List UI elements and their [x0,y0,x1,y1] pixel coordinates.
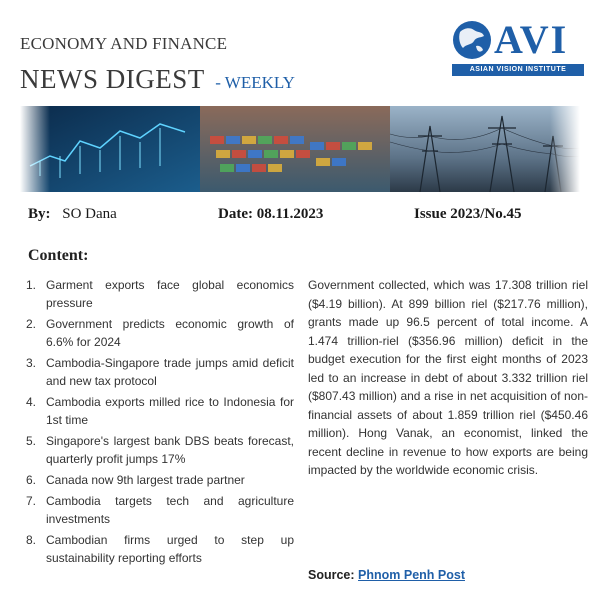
by-label: By: [28,206,51,222]
page-subtitle: - WEEKLY [215,73,295,92]
issue-number: Issue 2023/No.45 [414,206,522,222]
source-label: Source: [308,568,355,582]
logo-text: AVI [494,17,569,62]
page-title: NEWS DIGEST [20,64,205,94]
list-item: 2. Government predicts economic growth of 6.6% for 2024 [26,317,294,349]
list-item: 5. Singapore's largest bank DBS beats forecast, quarterly profit jumps 17% [26,434,294,466]
banner-image [20,106,580,192]
title-row [20,64,295,95]
globe-icon [452,18,492,62]
author-line [28,206,117,223]
logo-tagline: ASIAN VISION INSTITUTE [452,64,584,76]
pre-title: ECONOMY AND FINANCE [20,34,228,53]
list-item: 4. Cambodia exports milled rice to Indonesia for 1st time [26,395,294,427]
author-name: SO Dana [62,206,117,222]
header-banner [20,106,580,192]
contents-list [26,276,294,570]
source-link[interactable]: Phnom Penh Post [358,568,465,582]
list-item: 7. Cambodia targets tech and agriculture investments [26,494,294,526]
date: Date: 08.11.2023 [218,206,324,222]
list-item: 6. Canada now 9th largest trade partner [26,473,245,487]
list-item: 8. Cambodian firms urged to step up sustainability reporting efforts [26,533,294,565]
list-item: 3. Cambodia-Singapore trade jumps amid deficit and new tax protocol [26,356,294,388]
list-item: 1. Garment exports face global economics pressure [26,278,294,310]
content-heading: Content: [28,247,89,264]
article-body: Government collected, which was 17.308 trillion riel ($4.19 billion). At 899 billion riel ($217.76 million), grants made up 96.5 percent of total income. A 1.474 trillion-riel ($356.96 million) deficit in the budget execution for the first eight months of 2023 led to an increase in debt of about 3.332 trillion riel ($807.43 million) and a rise in net acquisition of non-financial assets of about 1.859 trillion riel ($450.46 million). Hong Vanak, an economist, linked the recent decline in revenue to how exports are being impacted by the worldwide economic crisis. [308,278,588,477]
source-line [308,568,465,582]
avi-logo [452,18,584,78]
